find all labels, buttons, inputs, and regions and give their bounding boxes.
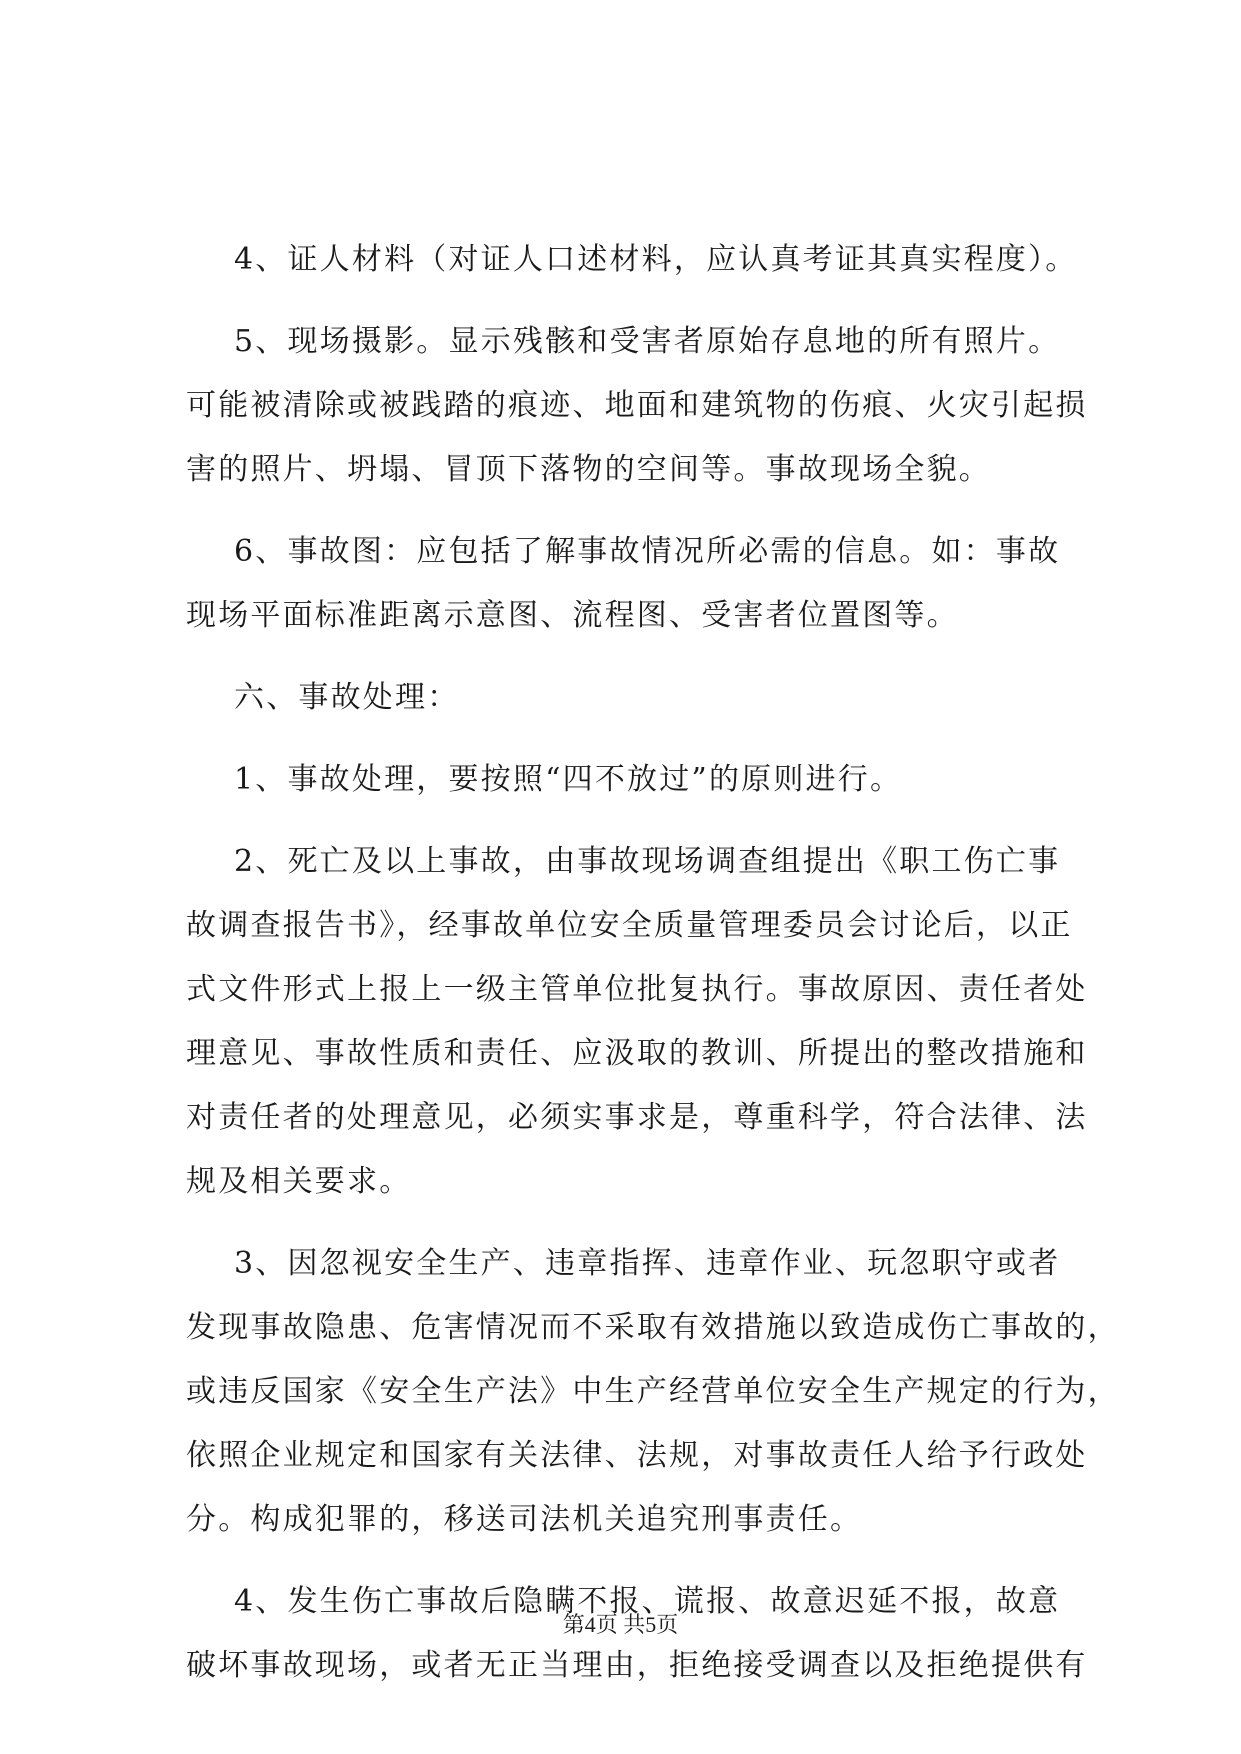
paragraph-line: 可能被清除或被践踏的痕迹、地面和建筑物的伤痕、火灾引起损 [186, 388, 1088, 423]
paragraph-line: 5、现场摄影。显示残骸和受害者原始存息地的所有照片。 [234, 324, 1061, 359]
paragraph-line: 6、事故图：应包括了解事故情况所必需的信息。如：事故 [234, 534, 1061, 569]
paragraph-line: 2、死亡及以上事故，由事故现场调查组提出《职工伤亡事 [234, 844, 1061, 879]
paragraph-line: 规及相关要求。 [186, 1164, 412, 1199]
paragraph-line: 式文件形式上报上一级主管单位批复执行。事故原因、责任者处 [186, 972, 1088, 1007]
paragraph-line: 故调查报告书》，经事故单位安全质量管理委员会讨论后，以正 [186, 908, 1073, 943]
paragraph-line: 依照企业规定和国家有关法律、法规，对事故责任人给予行政处 [186, 1438, 1088, 1473]
paragraph-line: 理意见、事故性质和责任、应汲取的教训、所提出的整改措施和 [186, 1036, 1088, 1071]
paragraph-line: 害的照片、坍塌、冒顶下落物的空间等。事故现场全貌。 [186, 452, 991, 487]
paragraph-line: 分。构成犯罪的，移送司法机关追究刑事责任。 [186, 1502, 863, 1537]
paragraph-line: 现场平面标准距离示意图、流程图、受害者位置图等。 [186, 598, 959, 633]
document-body [186, 228, 1120, 1698]
page-number-footer: 第4页 共5页 [562, 1612, 679, 1637]
paragraph-line: 4、证人材料（对证人口述材料，应认真考证其真实程度）。 [234, 242, 1078, 277]
paragraph-line: 破坏事故现场，或者无正当理由，拒绝接受调查以及拒绝提供有 [186, 1648, 1088, 1683]
paragraph-line: 3、因忽视安全生产、违章指挥、违章作业、玩忽职守或者 [234, 1246, 1061, 1281]
paragraph-line: 发现事故隐患、危害情况而不采取有效措施以致造成伤亡事故的， [186, 1310, 1120, 1345]
paragraph-line: 4、发生伤亡事故后隐瞒不报、谎报、故意迟延不报，故意 [234, 1584, 1061, 1619]
paragraph-line: 或违反国家《安全生产法》中生产经营单位安全生产规定的行为， [186, 1374, 1120, 1409]
paragraph-line: 对责任者的处理意见，必须实事求是，尊重科学，符合法律、法 [186, 1100, 1088, 1135]
section-heading: 六、事故处理： [234, 680, 460, 715]
paragraph-line: 1、事故处理，要按照“四不放过”的原则进行。 [234, 762, 903, 797]
